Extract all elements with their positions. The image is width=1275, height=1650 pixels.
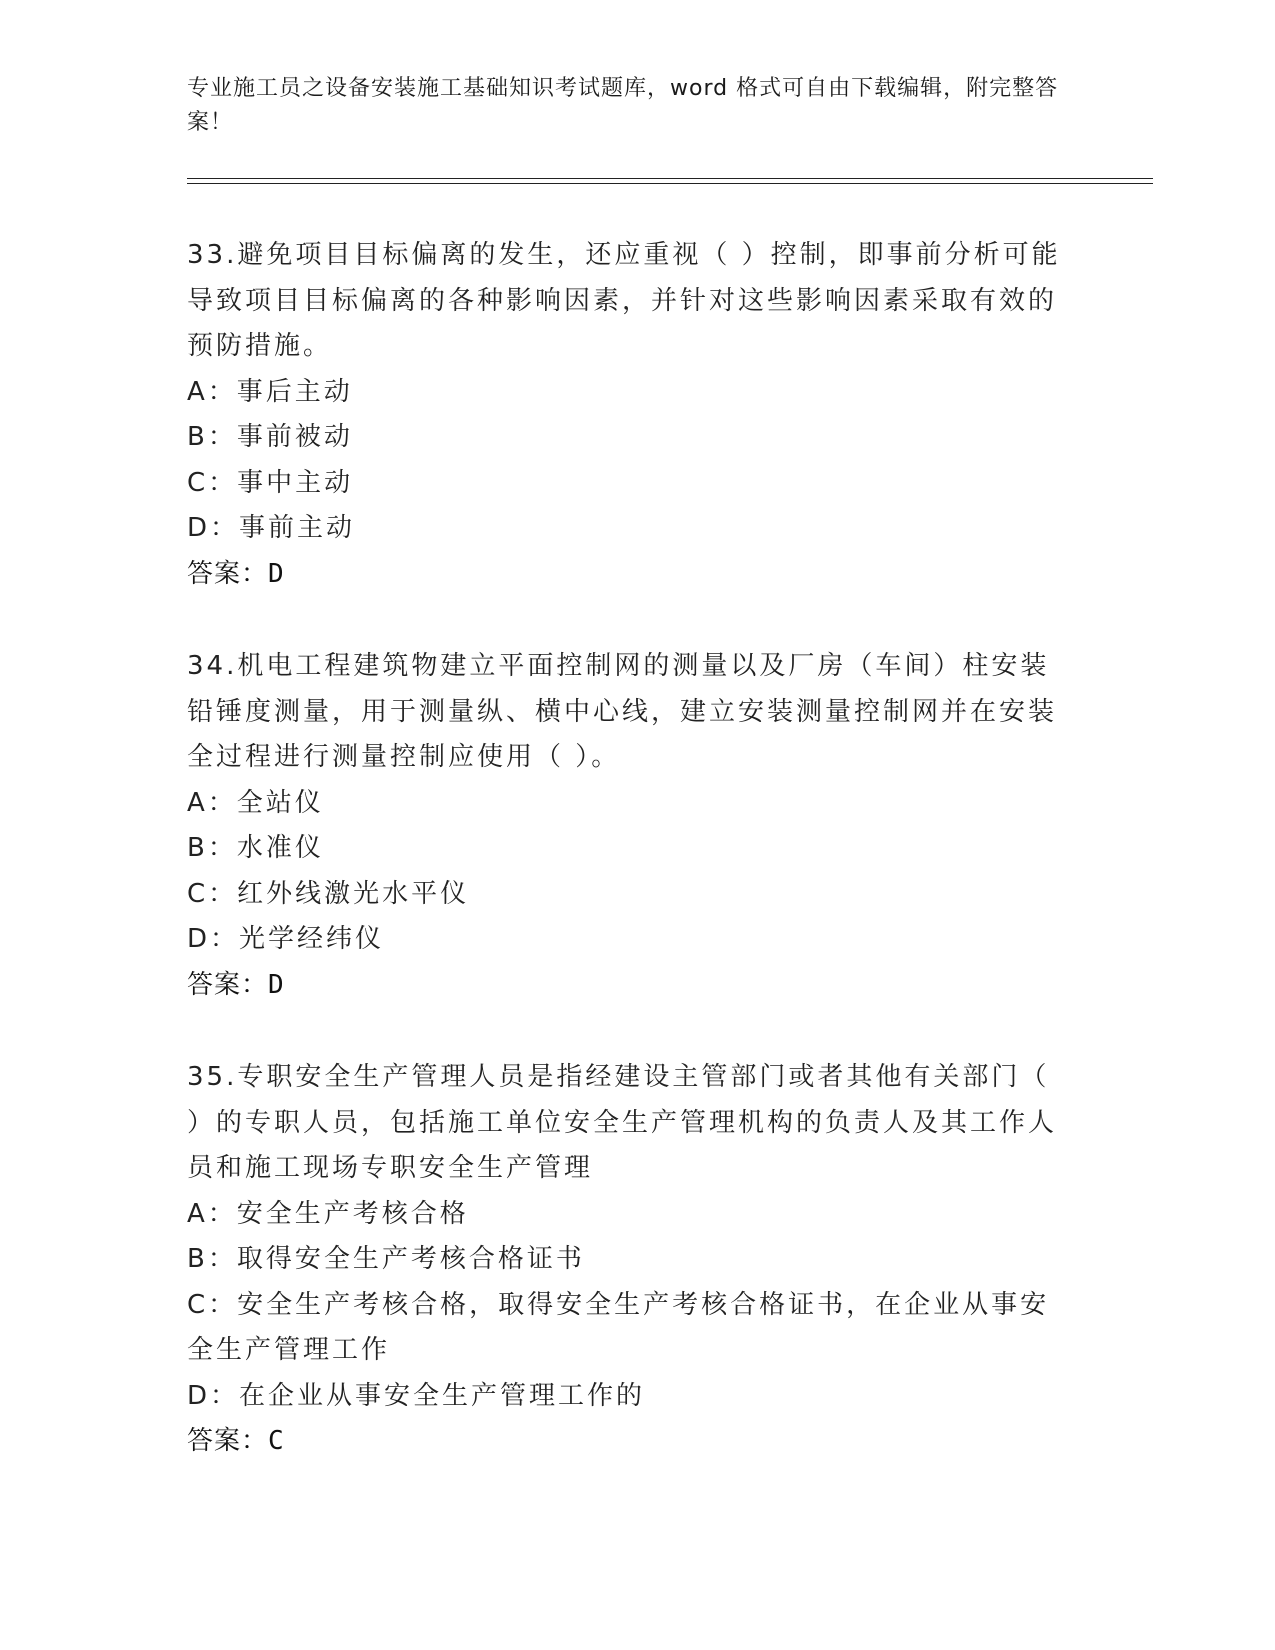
option-d: D：在企业从事安全生产管理工作的 bbox=[187, 1380, 646, 1411]
answer-label: 答案： bbox=[187, 558, 269, 589]
option-b: B：水准仪 bbox=[187, 833, 324, 863]
answer bbox=[187, 963, 1067, 1009]
option-a: A：安全生产考核合格 bbox=[187, 1198, 469, 1229]
answer-value: D bbox=[268, 558, 285, 589]
option-d: D：事前主动 bbox=[187, 513, 356, 543]
question-stem: 35.专职安全生产管理人员是指经建设主管部门或者其他有关部门（ ）的专职人员，包括施工单位安全生产管理机构的负责人及其工作人员和施工现场专职安全生产管理 bbox=[187, 1062, 1058, 1183]
header-text: 专业施工员之设备安装施工基础知识考试题库，word 格式可自由下载编辑，附完整答案！ bbox=[187, 76, 1059, 135]
option-c: C：红外线激光水平仪 bbox=[187, 878, 470, 909]
option-c: C：安全生产考核合格，取得安全生产考核合格证书，在企业从事安全生产管理工作 bbox=[187, 1289, 1050, 1365]
option-b: B：取得安全生产考核合格证书 bbox=[187, 1244, 585, 1274]
question-35 bbox=[187, 1055, 1067, 1465]
answer-value: D bbox=[268, 969, 285, 1000]
question-34 bbox=[187, 644, 1067, 1008]
option-b: B：事前被动 bbox=[187, 422, 353, 452]
option-a: A：事后主动 bbox=[187, 376, 353, 407]
option-c: C：事中主动 bbox=[187, 467, 354, 498]
question-33 bbox=[187, 233, 1067, 597]
answer-label: 答案： bbox=[187, 1426, 269, 1456]
question-stem: 34.机电工程建筑物建立平面控制网的测量以及厂房（车间）柱安装铅锤度测量，用于测量纵、横中心线，建立安装测量控制网并在安装全过程进行测量控制应使用（ ）。 bbox=[187, 651, 1058, 772]
option-d: D：光学经纬仪 bbox=[187, 924, 385, 954]
document-header bbox=[187, 72, 1067, 140]
answer-value: C bbox=[268, 1426, 285, 1456]
answer bbox=[187, 552, 1067, 598]
header-divider-double bbox=[187, 183, 1153, 184]
question-stem: 33.避免项目目标偏离的发生，还应重视（ ）控制，即事前分析可能导致项目目标偏离的各种影响因素，并针对这些影响因素采取有效的预防措施。 bbox=[187, 240, 1061, 361]
header-divider bbox=[187, 178, 1153, 179]
answer-label: 答案： bbox=[187, 969, 269, 1000]
option-a: A：全站仪 bbox=[187, 787, 324, 818]
answer bbox=[187, 1419, 1067, 1465]
